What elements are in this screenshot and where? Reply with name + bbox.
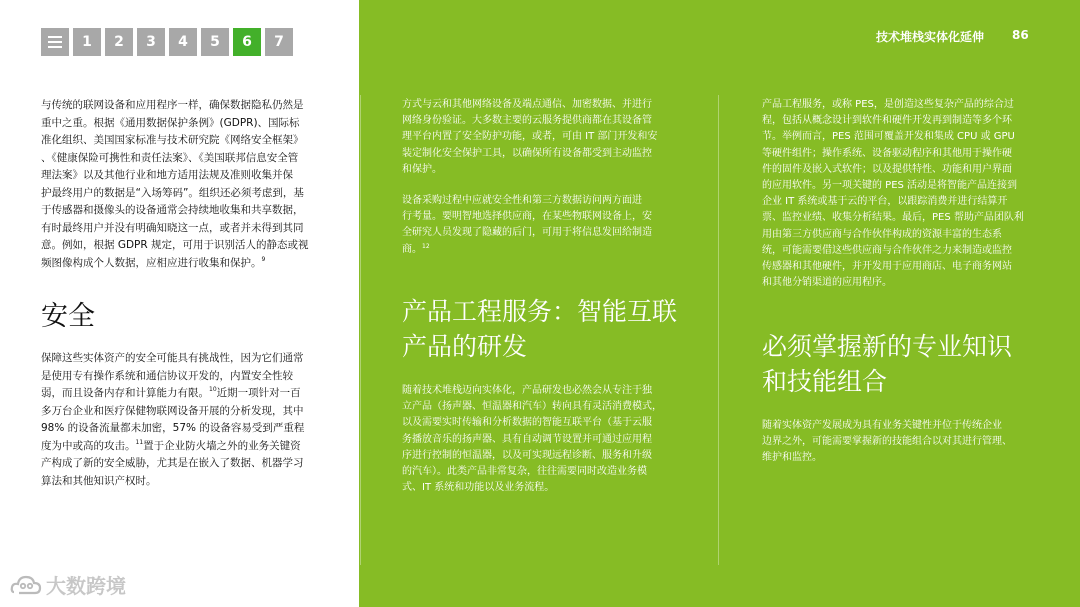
text-line: 重中之重。根据《通用数据保护条例》(GDPR)、国际标	[41, 116, 300, 129]
nav-page-5[interactable]: 5	[201, 28, 229, 56]
page-number: 86	[1012, 28, 1029, 42]
text-line: 和保护。	[402, 163, 442, 175]
text-line: 多万台企业和医疗保健物联网设备开展的分析发现，其中	[41, 404, 304, 417]
text-line: 行考量。要明智地选择供应商，在某些物联网设备上，安	[402, 211, 652, 223]
text-line: 与传统的联网设备和应用程序一样，确保数据隐私仍然是	[41, 99, 304, 111]
nav-page-3[interactable]: 3	[137, 28, 165, 56]
text-line: 设备采购过程中应就安全性和第三方数据访问两方面进	[402, 195, 642, 207]
text-line: 、《健康保险可携性和责任法案》、《美国联邦信息安全管	[41, 151, 299, 164]
nav-page-7[interactable]: 7	[265, 28, 293, 56]
text-line: 方式与云和其他网络设备及端点通信、加密数据、并进行	[402, 99, 652, 110]
text-line: 产构成了新的安全威胁，尤其是在嵌入了数据、机器学习	[41, 457, 304, 469]
text-line: 度为中或高的攻击。$^{11}$置于企业防火墙之外的业务关键资	[41, 438, 301, 452]
column-divider	[360, 95, 361, 565]
product-engineering-heading	[402, 294, 677, 364]
text-line: 等硬件组件；操作系统、设备驱动程序和其他用于操作硬	[762, 147, 1012, 159]
text-line: 维护和监控。	[762, 452, 822, 464]
text-line: 装定制化安全保护工具，以确保所有设备都受到主动监控	[402, 147, 652, 159]
page-nav	[41, 28, 293, 56]
text-line: 于传感器和摄像头的设备通常会持续地收集和共享数据，	[41, 204, 304, 216]
text-line: 弱，而且设备内存和计算能力有限。$^{10}$近期一项针对一百	[41, 386, 301, 399]
text-line: 传感器和其他硬件，并开发用于应用商店、电子商务网站	[762, 261, 1012, 273]
left-panel	[0, 0, 359, 607]
column-2	[402, 97, 702, 258]
text-line: 以及需要实时传输和分析数据的智能互联平台（基于云服	[402, 417, 652, 429]
privacy-paragraph	[41, 97, 341, 272]
cloud-logo-icon	[10, 572, 42, 598]
text-line: 保障这些实体资产的安全可能具有挑战性，因为它们通常	[41, 352, 304, 364]
footnote-ref[interactable]: 10	[209, 386, 217, 393]
text-line: 用由第三方供应商与合作伙伴构成的资源丰富的生态系	[762, 228, 1002, 240]
watermark-text: 大数跨境	[46, 574, 126, 598]
text-line: 和其他分销渠道的应用程序。	[762, 277, 892, 289]
nav-page-1[interactable]: 1	[73, 28, 101, 56]
text-line: 产品工程服务，或称 PES，是创造这些复杂产品的综合过	[762, 99, 1014, 110]
nav-page-4[interactable]: 4	[169, 28, 197, 56]
heading-line: 产品的研发	[402, 332, 528, 361]
text-line: 商。$^{12}$	[402, 242, 430, 255]
text-line: 件的固件及嵌入式软件；以及提供特性、功能和用户界面	[762, 163, 1012, 175]
text-line: 意。例如，根据 GDPR 规定，可用于识别活人的静态或视	[41, 239, 309, 251]
footnote-ref[interactable]: 11	[135, 438, 144, 446]
text-line: 程，包括从概念设计到软件和硬件开发再到制造等多个环	[762, 115, 1012, 127]
text-line: 准化组织、美国国家标准与技术研究院《网络安全框架》	[41, 134, 304, 146]
security-paragraph	[41, 350, 341, 490]
footnote-ref[interactable]: 9	[261, 255, 266, 263]
footnote-ref[interactable]: 12	[422, 242, 430, 250]
text-line: 随着实体资产发展成为具有业务关键性并位于传统企业	[762, 420, 1002, 431]
new-skills-paragraph	[762, 418, 1062, 467]
text-line: 护最终用户的数据是“入场筹码”。组织还必须考虑到，基	[41, 186, 304, 199]
text-line: 立产品（扬声器、恒温器和汽车）转向具有灵活消费模式，	[402, 401, 662, 413]
text-line: 理法案》以及其他行业和地方适用法规及准则收集并保	[41, 169, 293, 181]
text-line: 算法和其他知识产权时。	[41, 474, 157, 487]
text-line: 统，可能需要借这些供应商与合作伙伴之力来制造或监控	[762, 244, 1012, 256]
paragraph	[402, 97, 702, 178]
text-line: 企业 IT 系统或基于云的平台，以跟踪消费并进行结算开	[762, 196, 1008, 208]
heading-line: 产品工程服务：智能互联	[402, 297, 678, 326]
heading-line: 必须掌握新的专业知识	[762, 332, 1013, 361]
text-line: 是使用专有操作系统和通信协议开发的，内置安全性较	[41, 369, 293, 382]
text-line: 98% 的设备流量都未加密，57% 的设备容易受到严重程	[41, 422, 305, 434]
heading-line: 和技能组合	[762, 367, 888, 396]
security-heading: 安全	[41, 301, 95, 332]
section-title: 技术堆栈实体化延伸	[876, 30, 985, 44]
product-engineering-paragraph	[402, 383, 702, 496]
nav-page-6[interactable]: 6	[233, 28, 261, 56]
text-line: 全研究人员发现了隐藏的后门，可用于将信息发回给制造	[402, 227, 652, 239]
watermark	[10, 570, 126, 599]
new-skills-heading	[762, 329, 1012, 399]
pes-paragraph	[762, 97, 1062, 291]
text-line: 式、IT 系统和功能以及业务流程。	[402, 482, 555, 494]
column-divider	[718, 95, 719, 565]
text-line: 序进行控制的恒温器，以及可实现远程诊断、服务和升级	[402, 449, 652, 461]
text-line: 频图像构成个人数据，应相应进行收集和保护。$^9$	[41, 255, 266, 269]
menu-icon	[48, 36, 62, 48]
text-line: 边界之外，可能需要掌握新的技能组合以对其进行管理、	[762, 436, 1012, 448]
text-line: 理平台内置了安全防护功能，或者，可由 IT 部门开发和安	[402, 131, 658, 143]
paragraph	[402, 193, 702, 258]
nav-page-2[interactable]: 2	[105, 28, 133, 56]
text-line: 节。举例而言，PES 范围可覆盖开发和集成 CPU 或 GPU	[762, 131, 1015, 143]
text-line: 票、监控业绩、收集分析结果。最后，PES 帮助产品团队利	[762, 212, 1024, 224]
text-line: 的汽车）。此类产品非常复杂，往往需要同时改造业务模	[402, 466, 647, 478]
text-line: 网络身份验证。大多数主要的云服务提供商都在其设备管	[402, 115, 652, 127]
text-line: 随着技术堆栈迈向实体化，产品研发也必然会从专注于独	[402, 385, 652, 396]
menu-button[interactable]	[41, 28, 69, 56]
text-line: 务播放音乐的扬声器、具有自动调节设置并可通过应用程	[402, 433, 652, 445]
text-line: 的应用软件。另一项关键的 PES 活动是将智能产品连接到	[762, 180, 1018, 192]
text-line: 有时最终用户并没有明确知晓这一点，或者并未得到其同	[41, 221, 304, 234]
